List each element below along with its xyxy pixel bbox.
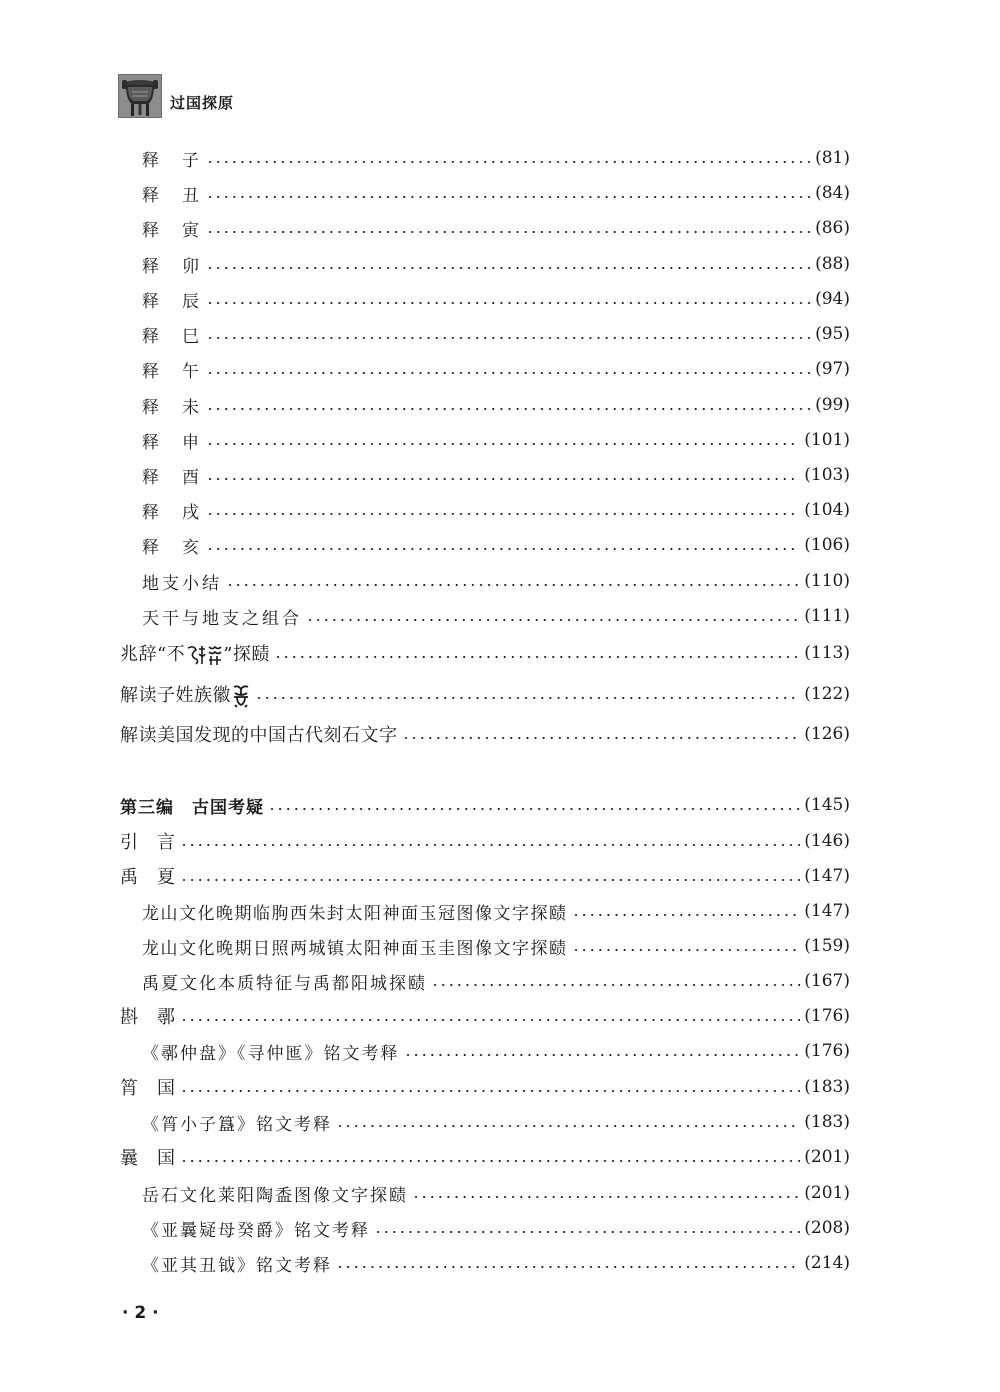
toc-entry-page: (201): [804, 1147, 850, 1167]
dot-leader: [206, 302, 811, 304]
toc-entry-label: 天干与地支之组合: [142, 608, 302, 629]
toc-entry[interactable]: [120, 425, 850, 455]
toc-entry-label: 释 子: [142, 150, 202, 171]
toc-entry-page: (126): [804, 724, 850, 744]
toc-entry[interactable]: [120, 213, 850, 243]
toc-entry-page: (201): [804, 1183, 850, 1203]
toc-entry-label: 释 酉: [142, 467, 202, 488]
toc-entry[interactable]: [120, 1001, 850, 1031]
toc-entry-label: 禹 夏: [120, 867, 176, 888]
toc-entry-page: (208): [804, 1218, 850, 1238]
dot-leader: [206, 196, 811, 198]
toc-entry[interactable]: [120, 638, 850, 668]
dot-leader: [206, 267, 811, 269]
toc-entry-page: (84): [815, 183, 850, 203]
toc-entry-page: (104): [804, 500, 850, 520]
toc-entry-label: [120, 640, 270, 666]
toc-entry-page: (183): [804, 1112, 850, 1132]
toc-entry[interactable]: [120, 1142, 850, 1172]
toc-entry-page: (147): [804, 901, 850, 921]
toc-entry[interactable]: [120, 1107, 850, 1137]
toc-entry-page: (94): [815, 289, 850, 309]
toc-entry-label: 释 申: [142, 432, 202, 453]
toc-entry-label: 岳石文化莱阳陶盉图像文字探赜: [142, 1185, 408, 1206]
label-part: ”探赜: [223, 644, 270, 665]
dot-leader: [180, 1160, 801, 1162]
toc-entry[interactable]: [120, 143, 850, 173]
dot-leader: [431, 984, 800, 986]
toc-entry[interactable]: [120, 249, 850, 279]
toc-entry-label: 释 辰: [142, 291, 202, 312]
toc-entry-page: (111): [804, 606, 850, 626]
toc-entry-label: 释 戌: [142, 502, 202, 523]
dot-leader: [180, 1019, 801, 1021]
dot-leader: [206, 478, 800, 480]
toc-entry[interactable]: [120, 390, 850, 420]
dot-leader: [206, 513, 800, 515]
toc-entry-page: (146): [804, 831, 850, 851]
dot-leader: [255, 697, 800, 699]
toc-entry[interactable]: [120, 354, 850, 384]
toc-entry-page: (99): [815, 395, 850, 415]
toc-entry[interactable]: [120, 601, 850, 631]
toc-entry[interactable]: [120, 1178, 850, 1208]
dot-leader: [206, 372, 811, 374]
label-part: 解读子姓族徽: [120, 684, 231, 706]
toc-entry-label: 地支小结: [142, 573, 222, 594]
toc-entry[interactable]: [120, 719, 850, 749]
toc-entry[interactable]: [120, 178, 850, 208]
dot-leader: [206, 408, 811, 410]
toc-entry-page: (95): [815, 324, 850, 344]
toc-entry[interactable]: [120, 826, 850, 856]
toc-entry-label: 《亚曩疑母癸爵》铭文考释: [142, 1220, 370, 1241]
toc-entry-page: (167): [804, 971, 850, 991]
toc-entry-label: 禹夏文化本质特征与禹都阳城探赜: [142, 973, 427, 994]
toc-entry-label: 释 亥: [142, 537, 202, 558]
toc-entry[interactable]: [120, 861, 850, 891]
dot-leader: [336, 1125, 800, 1127]
book-title: 过国探原: [170, 93, 235, 112]
dot-leader: [274, 656, 800, 658]
toc-entry[interactable]: [120, 319, 850, 349]
dot-leader: [180, 844, 801, 846]
toc-entry[interactable]: [120, 1072, 850, 1102]
dot-leader: [180, 1090, 801, 1092]
toc-entry-label: 斟 鄩: [120, 1007, 176, 1028]
toc-entry-page: (106): [804, 535, 850, 555]
page-number: · 2 ·: [122, 1303, 159, 1323]
toc-entry-label: 龙山文化晚期日照两城镇太阳神面玉圭图像文字探赜: [142, 938, 568, 959]
toc-entry-page: (86): [815, 218, 850, 238]
toc-entry[interactable]: [120, 896, 850, 926]
toc-entry[interactable]: [120, 284, 850, 314]
dot-leader: [306, 619, 800, 621]
toc-entry[interactable]: [120, 966, 850, 996]
toc-entry-label: 筲 国: [120, 1078, 176, 1099]
dot-leader: [268, 808, 800, 810]
clan-emblem-icon: [231, 684, 251, 708]
dot-leader: [180, 879, 801, 881]
toc-entry-label: 释 午: [142, 361, 202, 382]
toc-entry-page: (159): [804, 936, 850, 956]
toc-entry-page: (122): [804, 684, 850, 704]
toc-entry-label: 第三编 古国考疑: [120, 797, 264, 818]
toc-entry[interactable]: [120, 1213, 850, 1243]
dot-leader: [572, 914, 801, 916]
dot-leader: [206, 231, 811, 233]
dot-leader: [402, 737, 801, 739]
toc-entry-page: (145): [804, 795, 850, 815]
running-header: [118, 74, 234, 118]
toc-entry-label: 曩 国: [120, 1148, 176, 1169]
toc-entry-label: 释 卯: [142, 256, 202, 277]
dot-leader: [404, 1054, 801, 1056]
toc-entry-page: (97): [815, 359, 850, 379]
toc-entry-page: (176): [804, 1006, 850, 1026]
toc-entry-page: (110): [804, 571, 850, 591]
toc-entry[interactable]: [120, 1036, 850, 1066]
dot-leader: [336, 1266, 800, 1268]
toc-entry[interactable]: [120, 1248, 850, 1278]
dot-leader: [206, 337, 811, 339]
toc-entry-label: 《筲小子簋》铭文考释: [142, 1114, 332, 1135]
toc-entry-page: (81): [815, 148, 850, 168]
toc-part-heading[interactable]: [120, 790, 850, 820]
toc-entry-page: (176): [804, 1041, 850, 1061]
toc-entry-label: 《亚其丑钺》铭文考释: [142, 1255, 332, 1276]
dot-leader: [412, 1196, 800, 1198]
toc-entry-label: 《鄩仲盘》《寻仲匜》铭文考释: [142, 1043, 400, 1064]
bronze-vessel-icon: [118, 74, 162, 118]
dot-leader: [572, 949, 801, 951]
toc-entry-label: 解读美国发现的中国古代刻石文字: [120, 725, 398, 746]
toc-entry-label: 龙山文化晚期临朐西朱封太阳神面玉冠图像文字探赜: [142, 903, 568, 924]
toc-entry-page: (113): [804, 643, 850, 663]
toc-entry-label: 释 寅: [142, 220, 202, 241]
toc-entry[interactable]: [120, 931, 850, 961]
toc-entry-label: 释 巳: [142, 326, 202, 347]
toc-entry[interactable]: [120, 530, 850, 560]
toc-entry[interactable]: [120, 679, 850, 709]
toc-entry-page: (103): [804, 465, 850, 485]
toc-entry-page: (214): [804, 1253, 850, 1273]
toc-entry-page: (147): [804, 866, 850, 886]
dot-leader: [374, 1231, 800, 1233]
toc-entry-page: (88): [815, 254, 850, 274]
toc-entry-page: (101): [804, 430, 850, 450]
label-part: 兆辞“不: [120, 644, 186, 665]
toc-entry-label: 引 言: [120, 832, 176, 853]
dot-leader: [206, 443, 800, 445]
dot-leader: [226, 584, 800, 586]
toc-entry-label: [120, 681, 251, 708]
toc-entry[interactable]: [120, 566, 850, 596]
dot-leader: [206, 161, 811, 163]
dot-leader: [206, 548, 800, 550]
toc-entry-label: 释 未: [142, 397, 202, 418]
toc-entry-page: (183): [804, 1077, 850, 1097]
toc-entry[interactable]: [120, 495, 850, 525]
archaic-glyph-icon: [185, 644, 223, 666]
toc-entry-label: 释 丑: [142, 185, 202, 206]
toc-entry[interactable]: [120, 460, 850, 490]
